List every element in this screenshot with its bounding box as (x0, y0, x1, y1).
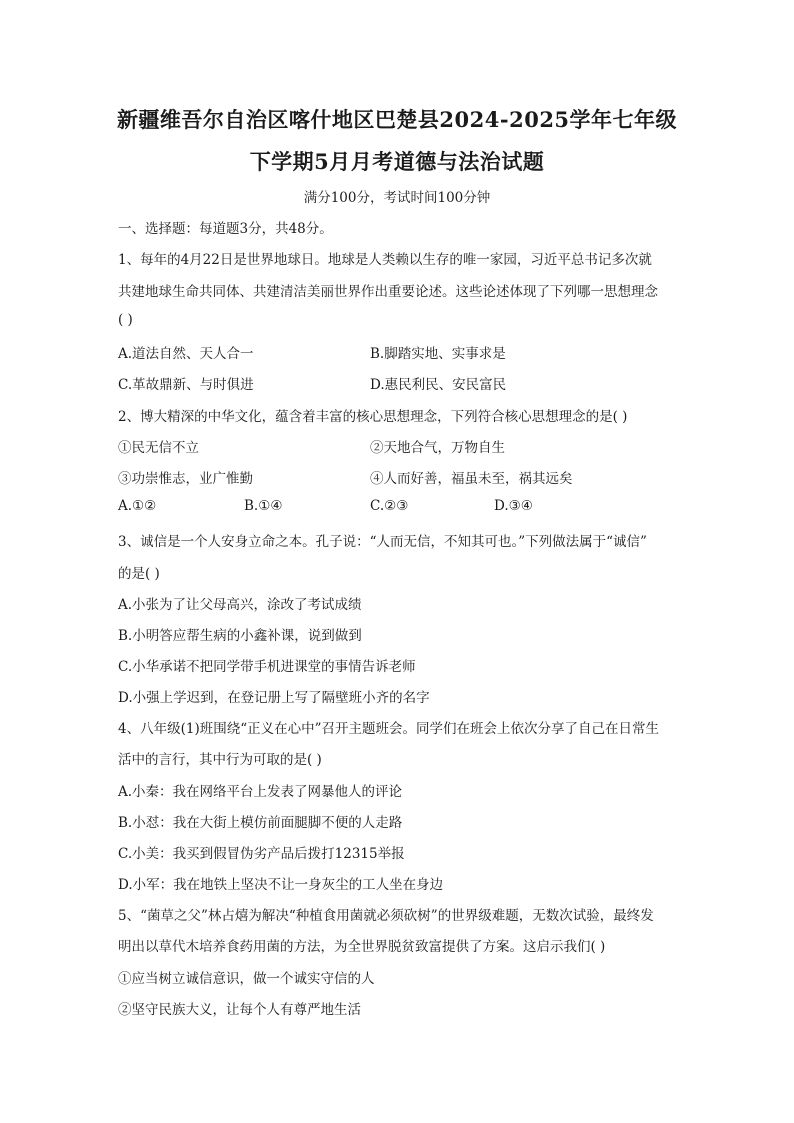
q2-item-3: ③功崇惟志，业广惟勤 (118, 471, 253, 487)
exam-title-line1: 新疆维吾尔自治区喀什地区巴楚县2024-2025学年七年级 (116, 107, 678, 132)
q3-option-c: C.小华承诺不把同学带手机进课堂的事情告诉老师 (118, 659, 416, 675)
q3-option-b: B.小明答应帮生病的小鑫补课，说到做到 (118, 628, 362, 644)
q4-stem-line1: 4、八年级(1)班围绕“正义在心中”召开主题班会。同学们在班会上依次分享了自己在日常生 (118, 721, 660, 737)
q3-option-d: D.小强上学迟到，在登记册上写了隔壁班小齐的名字 (118, 690, 430, 706)
q2-item-4: ④人而好善，福虽未至，祸其远矣 (370, 471, 573, 487)
q2-item-1: ①民无信不立 (118, 440, 199, 456)
q3-stem-line2: 的是( ) (118, 566, 160, 582)
q3-option-a: A.小张为了让父母高兴，涂改了考试成绩 (118, 597, 362, 613)
q5-stem-line2: 明出以草代木培养食药用菌的方法，为全世界脱贫致富提供了方案。这启示我们( ) (118, 939, 606, 955)
q4-option-c: C.小美：我买到假冒伪劣产品后拨打12315举报 (118, 846, 405, 862)
q1-stem-line1: 1、每年的4月22日是世界地球日。地球是人类赖以生存的唯一家园，习近平总书记多次就 (118, 252, 652, 268)
q4-option-d: D.小军：我在地铁上坚决不让一身灰尘的工人坐在身边 (118, 877, 444, 893)
q1-option-b: B.脚踏实地、实事求是 (370, 346, 506, 362)
q1-option-d: D.惠民利民、安民富民 (370, 377, 507, 393)
q5-item-2: ②坚守民族大义，让每个人有尊严地生活 (118, 1002, 361, 1018)
q4-stem-line2: 活中的言行，其中行为可取的是( ) (118, 752, 322, 768)
exam-title-line2: 下学期5月月考道德与法治试题 (249, 149, 545, 174)
q1-stem-line3: ( ) (118, 312, 133, 328)
q4-option-b: B.小怼：我在大街上模仿前面腿脚不便的人走路 (118, 815, 403, 831)
section-heading: 一、选择题：每道题3分，共48分。 (118, 221, 333, 237)
q2-option-a: A.①② (118, 498, 157, 514)
q5-item-1: ①应当树立诚信意识，做一个诚实守信的人 (118, 971, 375, 987)
q2-option-b: B.①④ (244, 498, 283, 514)
q2-item-2: ②天地合气，万物自生 (370, 440, 505, 456)
q4-option-a: A.小秦：我在网络平台上发表了网暴他人的评论 (118, 784, 403, 800)
exam-subtitle: 满分100分，考试时间100分钟 (303, 190, 491, 206)
q1-option-a: A.道法自然、天人合一 (118, 346, 254, 362)
q2-stem-line1: 2、博大精深的中华文化，蕴含着丰富的核心思想理念，下列符合核心思想理念的是( ) (118, 409, 628, 425)
q2-option-d: D.③④ (494, 498, 533, 514)
q1-option-c: C.革故鼎新、与时俱进 (118, 377, 254, 393)
q2-option-c: C.②③ (370, 498, 409, 514)
q1-stem-line2: 共建地球生命共同体、共建清洁美丽世界作出重要论述。这些论述体现了下列哪一思想理念 (118, 284, 658, 300)
q5-stem-line1: 5、“菌草之父”林占熺为解决“种植食用菌就必须砍树”的世界级难题，无数次试验，最终发 (118, 908, 654, 924)
q3-stem-line1: 3、诚信是一个人安身立命之本。孔子说：“人而无信，不知其可也。”下列做法属于“诚信” (118, 534, 647, 550)
